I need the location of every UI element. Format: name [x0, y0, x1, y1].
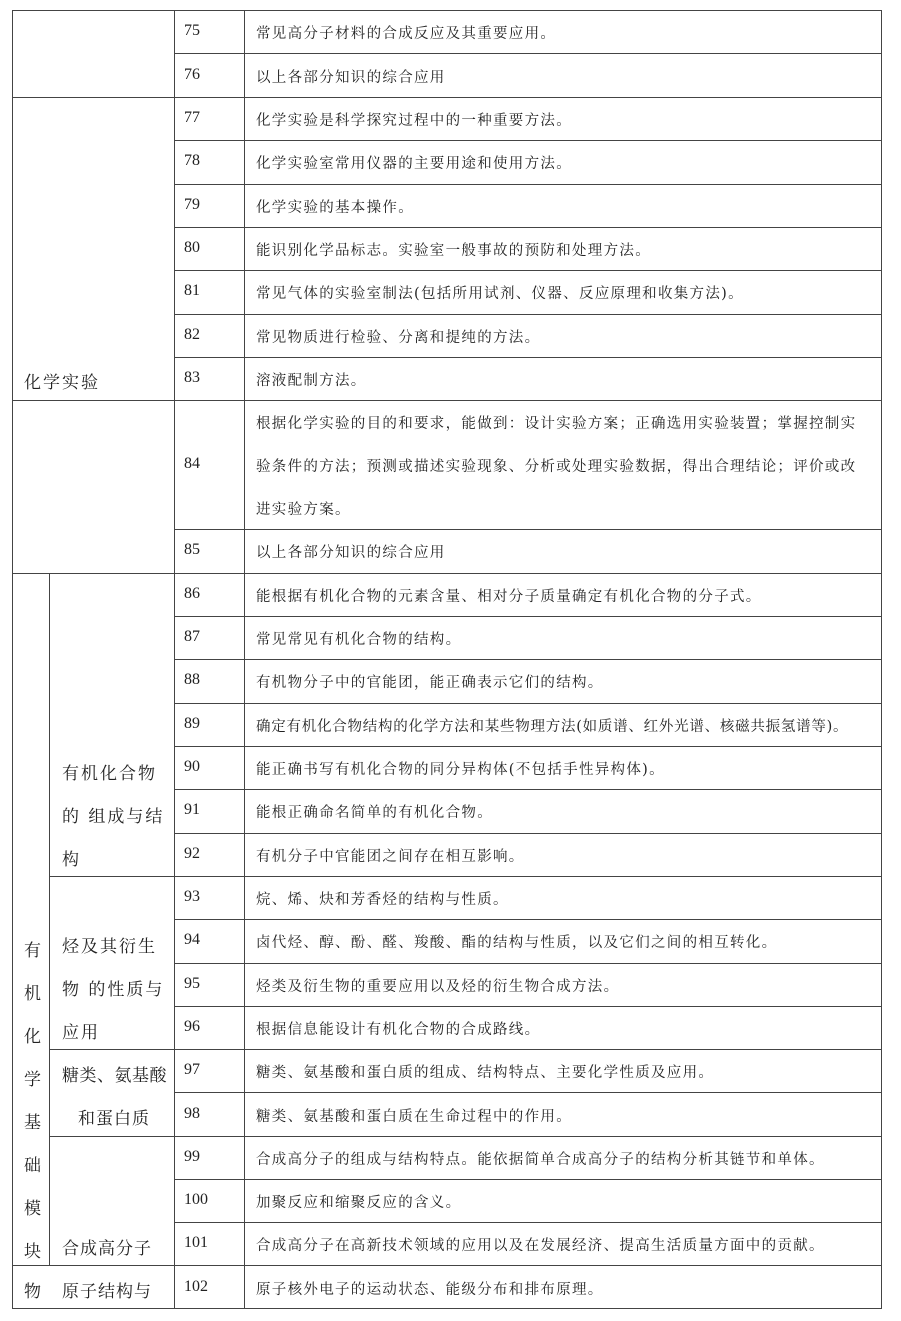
- row-content: 化学实验的基本操作。: [256, 200, 414, 216]
- row-border: [174, 184, 882, 185]
- row-border: [174, 53, 882, 54]
- row-number: 102: [184, 1278, 208, 1295]
- row-border: [174, 1092, 882, 1093]
- row-border: [49, 1049, 882, 1050]
- row-number: 86: [184, 585, 200, 602]
- row-border: [174, 963, 882, 964]
- row-border: [174, 1222, 882, 1223]
- row-content: 有机物分子中的官能团，能正确表示它们的结构。: [256, 675, 604, 691]
- category-experiment: 化学实验: [24, 373, 100, 393]
- row-border: [174, 227, 882, 228]
- row-border: [174, 529, 882, 530]
- row-content: 糖类、氨基酸和蛋白质的组成、结构特点、主要化学性质及应用。: [256, 1065, 715, 1081]
- row-content: 根据信息能设计有机化合物的合成路线。: [256, 1022, 541, 1038]
- subcategory-sugars-line: 和蛋白质: [78, 1109, 150, 1129]
- subcategory-hydrocarbons-line: 物 的性质与: [62, 980, 165, 1000]
- row-number: 96: [184, 1018, 200, 1035]
- module-label-char: 物: [24, 1282, 41, 1302]
- row-number: 94: [184, 931, 200, 948]
- row-content-line: 根据化学实验的目的和要求，能做到：设计实验方案；正确选用实验装置；掌握控制实: [256, 416, 857, 432]
- row-border: [49, 1136, 882, 1137]
- row-number: 88: [184, 671, 200, 688]
- row-content: 常见高分子材料的合成反应及其重要应用。: [256, 26, 557, 42]
- row-number: 85: [184, 541, 200, 558]
- module-label-char: 有: [24, 941, 41, 961]
- row-content: 化学实验室常用仪器的主要用途和使用方法。: [256, 156, 572, 172]
- row-border: [174, 1179, 882, 1180]
- row-border: [12, 97, 882, 98]
- row-border: [12, 1308, 882, 1309]
- row-number: 84: [184, 455, 200, 472]
- module-label-char: 基: [24, 1113, 41, 1133]
- subcategory-composition-line: 有机化合物: [62, 764, 157, 784]
- row-border: [174, 616, 882, 617]
- row-content: 有机分子中官能团之间存在相互影响。: [256, 849, 525, 865]
- module-label-char: 化: [24, 1027, 41, 1047]
- table-left-border: [12, 10, 13, 1309]
- row-number: 75: [184, 22, 200, 39]
- row-content: 以上各部分知识的综合应用: [256, 70, 446, 86]
- row-content: 确定有机化合物结构的化学方法和某些物理方法(如质谱、红外光谱、核磁共振氢谱等)。: [256, 719, 849, 735]
- row-content: 糖类、氨基酸和蛋白质在生命过程中的作用。: [256, 1109, 572, 1125]
- row-border: [174, 659, 882, 660]
- row-number: 92: [184, 845, 200, 862]
- row-number: 90: [184, 758, 200, 775]
- row-number: 76: [184, 66, 200, 83]
- subcategory-atomic: 原子结构与: [62, 1282, 152, 1302]
- row-content: 加聚反应和缩聚反应的含义。: [256, 1195, 462, 1211]
- row-number: 99: [184, 1148, 200, 1165]
- subcategory-hydrocarbons-line: 烃及其衍生: [62, 937, 157, 957]
- row-content: 合成高分子在高新技术领域的应用以及在发展经济、提高生活质量方面中的贡献。: [256, 1238, 825, 1254]
- row-number: 83: [184, 369, 200, 386]
- row-border: [174, 833, 882, 834]
- row-content-line: 验条件的方法；预测或描述实验现象、分析或处理实验数据，得出合理结论；评价或改: [256, 459, 857, 475]
- row-content: 卤代烃、醇、酚、醛、羧酸、酯的结构与性质，以及它们之间的相互转化。: [256, 935, 778, 951]
- row-number: 97: [184, 1061, 200, 1078]
- row-number: 93: [184, 888, 200, 905]
- row-number: 80: [184, 239, 200, 256]
- row-border: [49, 876, 882, 877]
- module-label-char: 础: [24, 1156, 41, 1176]
- row-number: 79: [184, 196, 200, 213]
- row-border: [12, 1265, 882, 1266]
- row-border: [174, 270, 882, 271]
- row-content: 能根正确命名简单的有机化合物。: [256, 805, 493, 821]
- row-number: 98: [184, 1105, 200, 1122]
- row-content: 烃类及衍生物的重要应用以及烃的衍生物合成方法。: [256, 979, 620, 995]
- row-content: 溶液配制方法。: [256, 373, 367, 389]
- row-number: 82: [184, 326, 200, 343]
- module-column-border: [49, 573, 50, 1265]
- subcategory-sugars-line: 糖类、氨基酸: [62, 1066, 167, 1086]
- row-content: 常见物质进行检验、分离和提纯的方法。: [256, 330, 541, 346]
- subcategory-hydrocarbons-line: 应用: [62, 1023, 100, 1043]
- row-number: 91: [184, 801, 200, 818]
- row-border: [174, 919, 882, 920]
- module-label-char: 块: [24, 1242, 41, 1262]
- row-border: [174, 140, 882, 141]
- row-number: 87: [184, 628, 200, 645]
- row-number: 77: [184, 109, 200, 126]
- row-number: 100: [184, 1191, 208, 1208]
- subcategory-composition-line: 构: [62, 850, 81, 870]
- row-border: [174, 789, 882, 790]
- row-content: 合成高分子的组成与结构特点。能依据简单合成高分子的结构分析其链节和单体。: [256, 1152, 825, 1168]
- row-border: [12, 10, 882, 11]
- row-content: 常见常见有机化合物的结构。: [256, 632, 462, 648]
- module-label-char: 模: [24, 1199, 41, 1219]
- row-number: 78: [184, 152, 200, 169]
- row-number: 95: [184, 975, 200, 992]
- row-content: 烷、烯、炔和芳香烃的结构与性质。: [256, 892, 509, 908]
- row-content: 化学实验是科学探究过程中的一种重要方法。: [256, 113, 572, 129]
- row-border: [174, 703, 882, 704]
- subcategory-polymers: 合成高分子: [62, 1239, 152, 1259]
- row-border: [174, 746, 882, 747]
- row-border: [174, 357, 882, 358]
- row-number: 81: [184, 282, 200, 299]
- row-number: 101: [184, 1234, 208, 1251]
- row-content: 能根据有机化合物的元素含量、相对分子质量确定有机化合物的分子式。: [256, 589, 762, 605]
- row-border: [174, 1006, 882, 1007]
- row-content: 能识别化学品标志。实验室一般事故的预防和处理方法。: [256, 243, 651, 259]
- row-content: 常见气体的实验室制法(包括所用试剂、仪器、反应原理和收集方法)。: [256, 286, 744, 302]
- row-border: [174, 314, 882, 315]
- row-number: 89: [184, 715, 200, 732]
- row-border: [12, 400, 882, 401]
- row-content-line: 进实验方案。: [256, 502, 351, 518]
- row-content: 以上各部分知识的综合应用: [256, 545, 446, 561]
- module-label-char: 机: [24, 984, 41, 1004]
- row-content: 原子核外电子的运动状态、能级分布和排布原理。: [256, 1282, 604, 1298]
- subcategory-composition-line: 的 组成与结: [62, 807, 165, 827]
- row-border: [12, 573, 882, 574]
- row-content: 能正确书写有机化合物的同分异构体(不包括手性异构体)。: [256, 762, 665, 778]
- module-label-char: 学: [24, 1070, 41, 1090]
